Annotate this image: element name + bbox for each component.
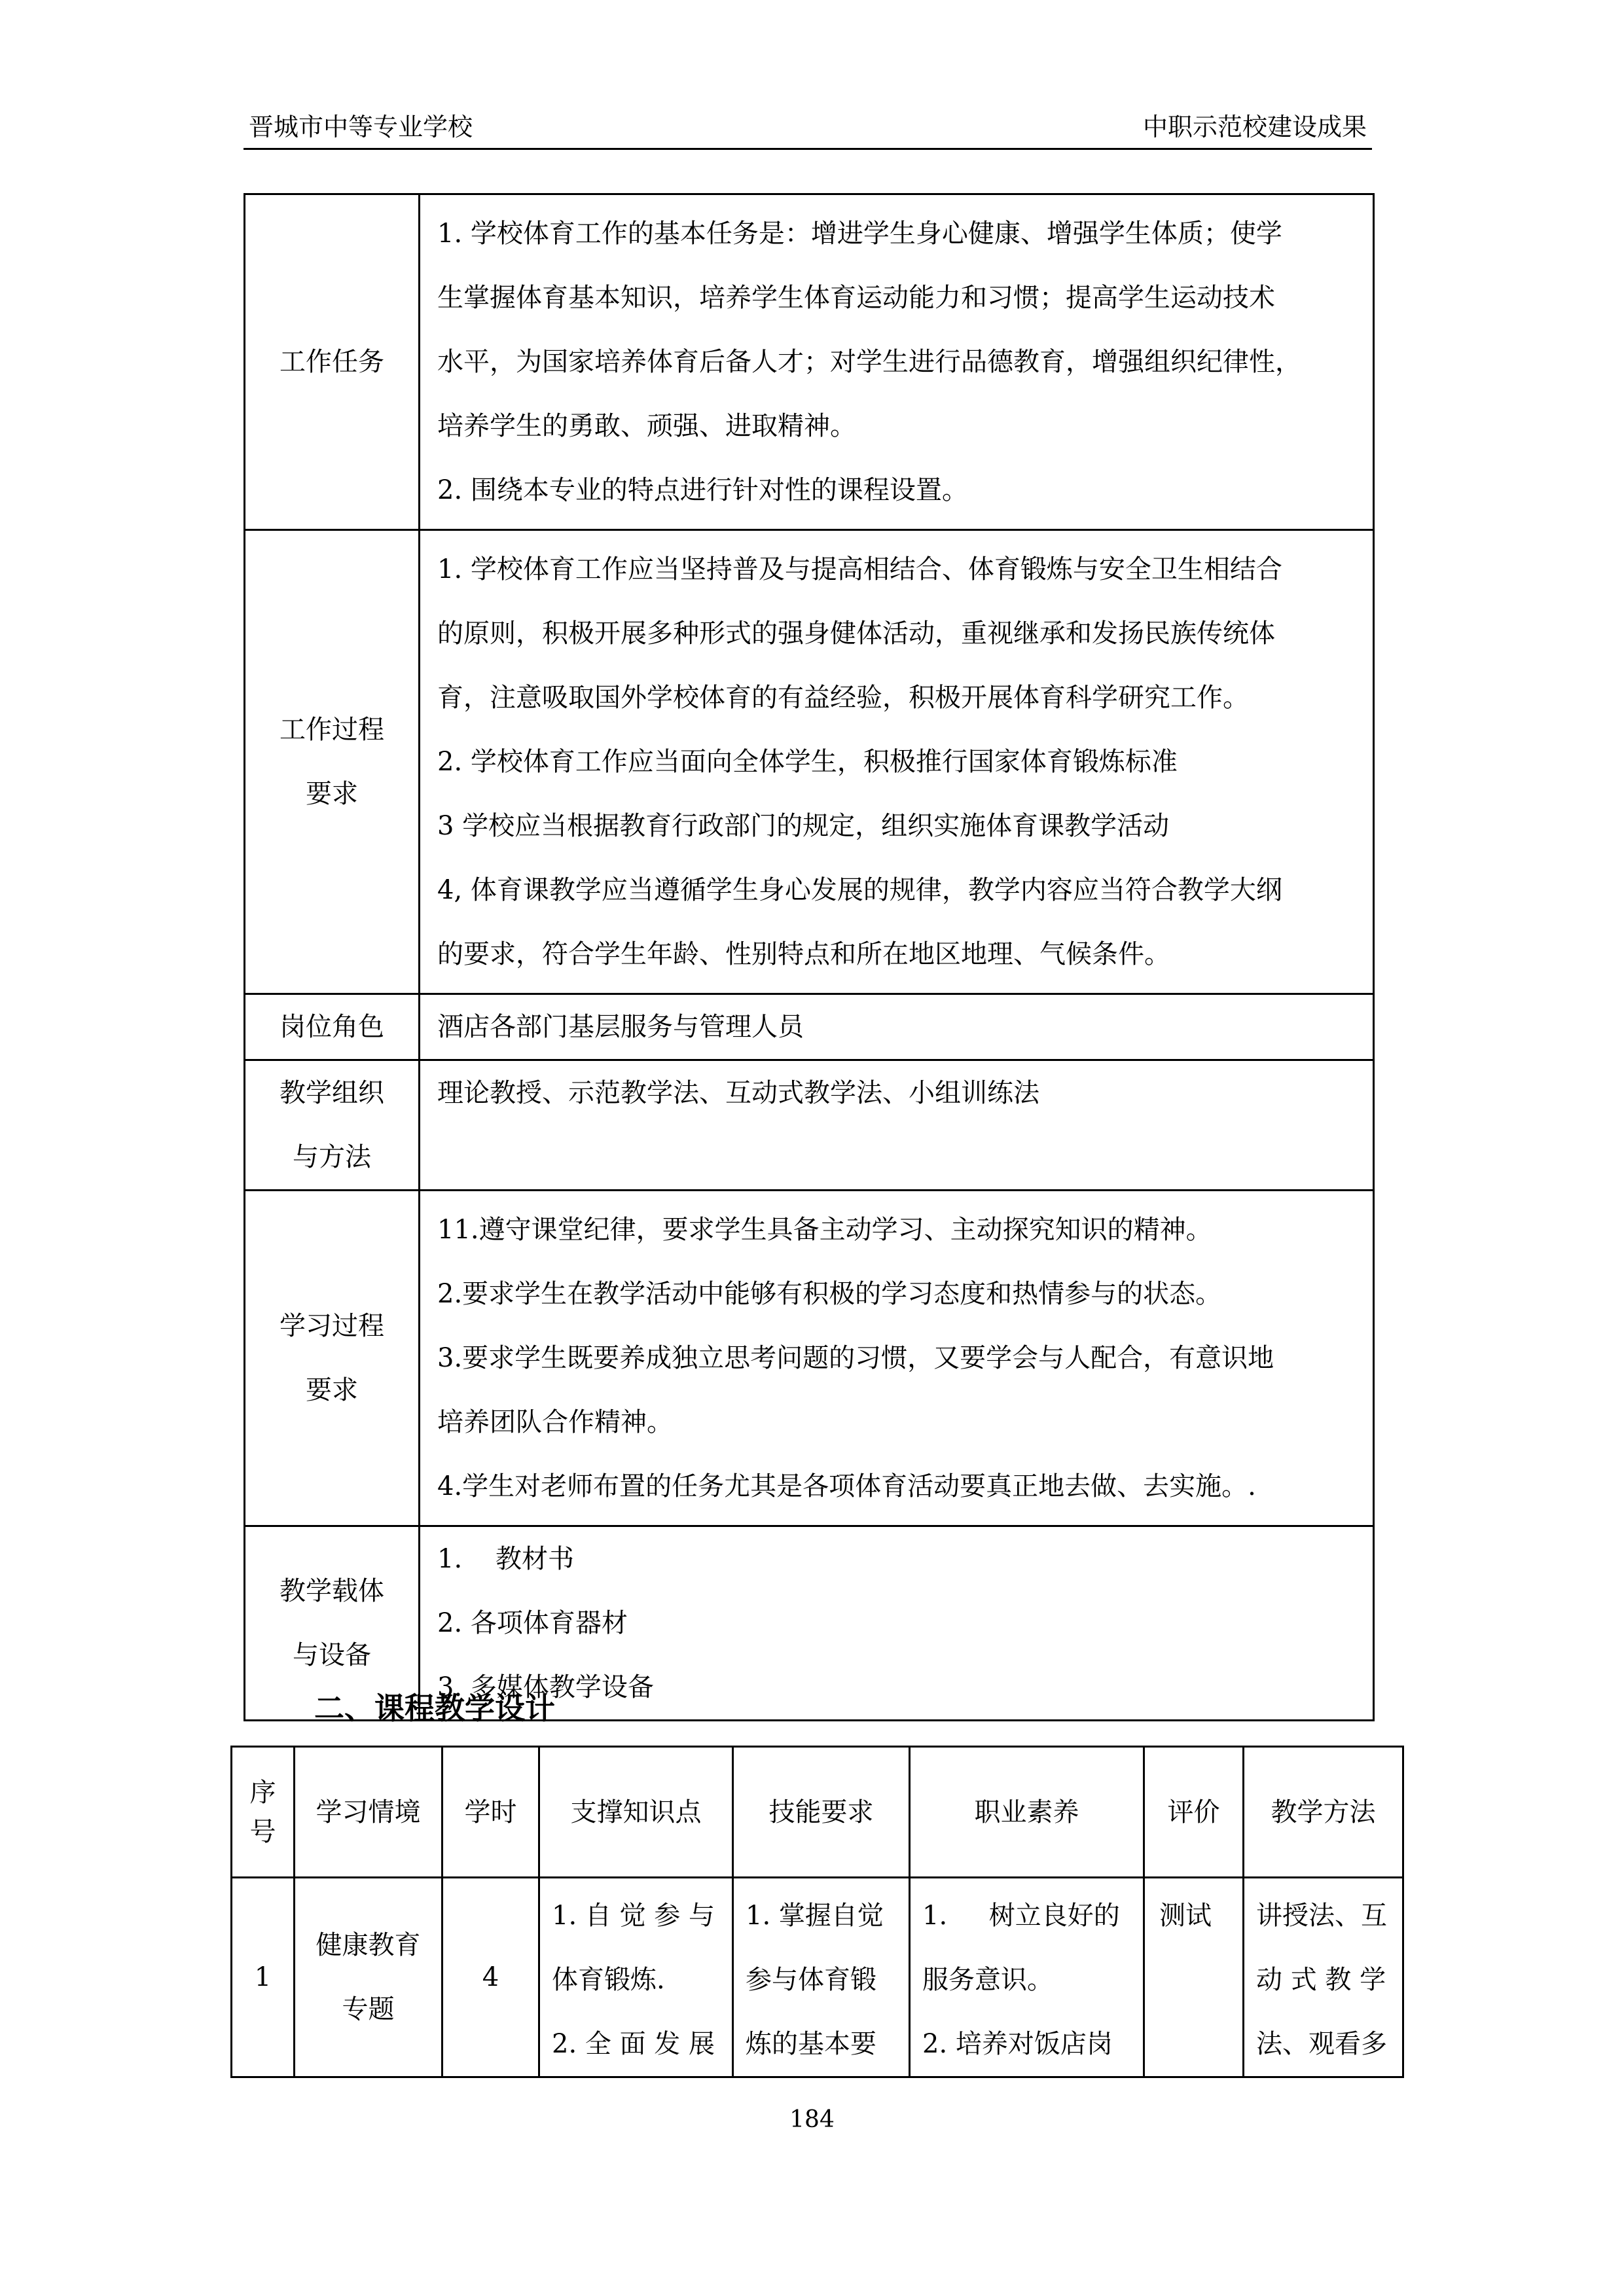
label-text: 工作过程 bbox=[280, 715, 384, 745]
header-hours: 学时 bbox=[442, 1747, 539, 1878]
row-content-process-req bbox=[420, 530, 1374, 994]
cell-line: 炼的基本要 bbox=[746, 2029, 876, 2059]
row-label-role bbox=[245, 994, 420, 1060]
content-line: 的原则，积极开展多种形式的强身健体活动，重视继承和发扬民族传统体 bbox=[437, 619, 1275, 649]
content-line: 理论教授、示范教学法、互动式教学法、小组训练法 bbox=[437, 1078, 1039, 1108]
cell-line: 法、观看多 bbox=[1256, 2029, 1387, 2059]
header-skills: 技能要求 bbox=[733, 1747, 910, 1878]
table-header-row bbox=[232, 1747, 1403, 1878]
content-line: 育，注意吸取国外学校体育的有益经验，积极开展体育科学研究工作。 bbox=[437, 683, 1249, 713]
content-line: 培养团队合作精神。 bbox=[437, 1407, 673, 1437]
cell-line: 动 式 教 学 bbox=[1256, 1965, 1386, 1995]
cell-knowledge bbox=[539, 1878, 733, 2077]
cell-line: 讲授法、互 bbox=[1256, 1901, 1387, 1931]
content-line: 1. 学校体育工作应当坚持普及与提高相结合、体育锻炼与安全卫生相结合 bbox=[437, 554, 1282, 584]
label-text: 岗位角色 bbox=[280, 1012, 384, 1042]
row-label-teaching-method bbox=[245, 1060, 420, 1191]
course-design-table bbox=[230, 1746, 1404, 2078]
header-text: 序 bbox=[249, 1777, 276, 1808]
cell-line: 体育锻炼. bbox=[552, 1965, 665, 1995]
row-label-work-task bbox=[245, 194, 420, 530]
cell-skills bbox=[733, 1878, 910, 2077]
header-knowledge: 支撑知识点 bbox=[539, 1747, 733, 1878]
content-line: 4.学生对老师布置的任务尤其是各项体育活动要真正地去做、去实施。. bbox=[437, 1471, 1256, 1501]
label-text: 与方法 bbox=[293, 1142, 371, 1172]
content-line: 4, 体育课教学应当遵循学生身心发展的规律，教学内容应当符合教学大纲 bbox=[437, 875, 1282, 905]
cell-line: 1. 自 觉 参 与 bbox=[552, 1901, 715, 1931]
cell-line: 健康教育 bbox=[316, 1930, 421, 1960]
content-line: 2. 各项体育器材 bbox=[437, 1608, 628, 1638]
header-doc-title: 中职示范校建设成果 bbox=[1142, 113, 1367, 141]
header-seq bbox=[232, 1747, 295, 1878]
cell-situation bbox=[295, 1878, 442, 2077]
row-content-learning-req bbox=[420, 1191, 1374, 1526]
header-school-name: 晋城市中等专业学校 bbox=[249, 113, 473, 141]
cell-line: 2. 全 面 发 展 bbox=[552, 2029, 715, 2059]
cell-line: 参与体育锻 bbox=[746, 1965, 876, 1995]
cell-line: 1. 掌握自觉 bbox=[746, 1901, 884, 1931]
course-info-table bbox=[244, 193, 1375, 1721]
header-situation: 学习情境 bbox=[295, 1747, 442, 1878]
label-text: 与设备 bbox=[293, 1640, 371, 1670]
header-text: 号 bbox=[249, 1816, 276, 1847]
content-line: 生掌握体育基本知识，培养学生体育运动能力和习惯；提高学生运动技术 bbox=[437, 283, 1275, 313]
content-line: 3.要求学生既要养成独立思考问题的习惯，又要学会与人配合，有意识地 bbox=[437, 1343, 1274, 1373]
header-quality: 职业素养 bbox=[910, 1747, 1144, 1878]
row-label-learning-req bbox=[245, 1191, 420, 1526]
row-content-role bbox=[420, 994, 1374, 1060]
content-line: 1. 学校体育工作的基本任务是：增进学生身心健康、增强学生体质；使学 bbox=[437, 219, 1282, 249]
table-row bbox=[245, 994, 1374, 1060]
cell-evaluation: 测试 bbox=[1144, 1878, 1244, 2077]
row-content-work-task bbox=[420, 194, 1374, 530]
row-content-carrier bbox=[420, 1526, 1374, 1721]
content-line: 水平，为国家培养体育后备人才；对学生进行品德教育，增强组织纪律性， bbox=[437, 347, 1301, 377]
table-row bbox=[245, 1191, 1374, 1526]
content-line: 2. 围绕本专业的特点进行针对性的课程设置。 bbox=[437, 475, 968, 505]
cell-quality bbox=[910, 1878, 1144, 2077]
row-content-teaching-method bbox=[420, 1060, 1374, 1191]
page-number: 184 bbox=[789, 2106, 835, 2133]
table-row bbox=[232, 1878, 1403, 2077]
content-line: 11.遵守课堂纪律，要求学生具备主动学习、主动探究知识的精神。 bbox=[437, 1215, 1212, 1245]
content-line: 3. 多媒体教学设备 bbox=[437, 1672, 654, 1702]
cell-line: 服务意识。 bbox=[922, 1965, 1053, 1995]
row-label-process-req bbox=[245, 530, 420, 994]
label-text: 工作任务 bbox=[280, 347, 384, 377]
content-line: 1. 教材书 bbox=[437, 1544, 575, 1574]
table-row bbox=[245, 1060, 1374, 1191]
cell-line: 专题 bbox=[342, 1994, 395, 2024]
page-header bbox=[244, 110, 1372, 150]
content-line: 2.要求学生在教学活动中能够有积极的学习态度和热情参与的状态。 bbox=[437, 1279, 1222, 1309]
cell-line: 1. 树立良好的 bbox=[922, 1901, 1120, 1931]
label-text: 教学载体 bbox=[280, 1576, 384, 1606]
cell-hours: 4 bbox=[442, 1878, 539, 2077]
header-method: 教学方法 bbox=[1244, 1747, 1403, 1878]
table-row bbox=[245, 194, 1374, 530]
content-line: 的要求，符合学生年龄、性别特点和所在地区地理、气候条件。 bbox=[437, 939, 1170, 969]
section-title: 二、课程教学设计 bbox=[314, 1691, 555, 1726]
label-text: 学习过程 bbox=[280, 1311, 384, 1341]
content-line: 酒店各部门基层服务与管理人员 bbox=[437, 1012, 804, 1042]
label-text: 要求 bbox=[306, 1375, 358, 1405]
table-row bbox=[245, 530, 1374, 994]
content-line: 3 学校应当根据教育行政部门的规定，组织实施体育课教学活动 bbox=[437, 811, 1170, 841]
label-text: 要求 bbox=[306, 779, 358, 809]
content-line: 培养学生的勇敢、顽强、进取精神。 bbox=[437, 411, 856, 441]
cell-seq: 1 bbox=[232, 1878, 295, 2077]
cell-line: 2. 培养对饭店岗 bbox=[922, 2029, 1113, 2059]
content-line: 2. 学校体育工作应当面向全体学生，积极推行国家体育锻炼标准 bbox=[437, 747, 1178, 777]
cell-method bbox=[1244, 1878, 1403, 2077]
label-text: 教学组织 bbox=[280, 1078, 384, 1108]
header-evaluation: 评价 bbox=[1144, 1747, 1244, 1878]
